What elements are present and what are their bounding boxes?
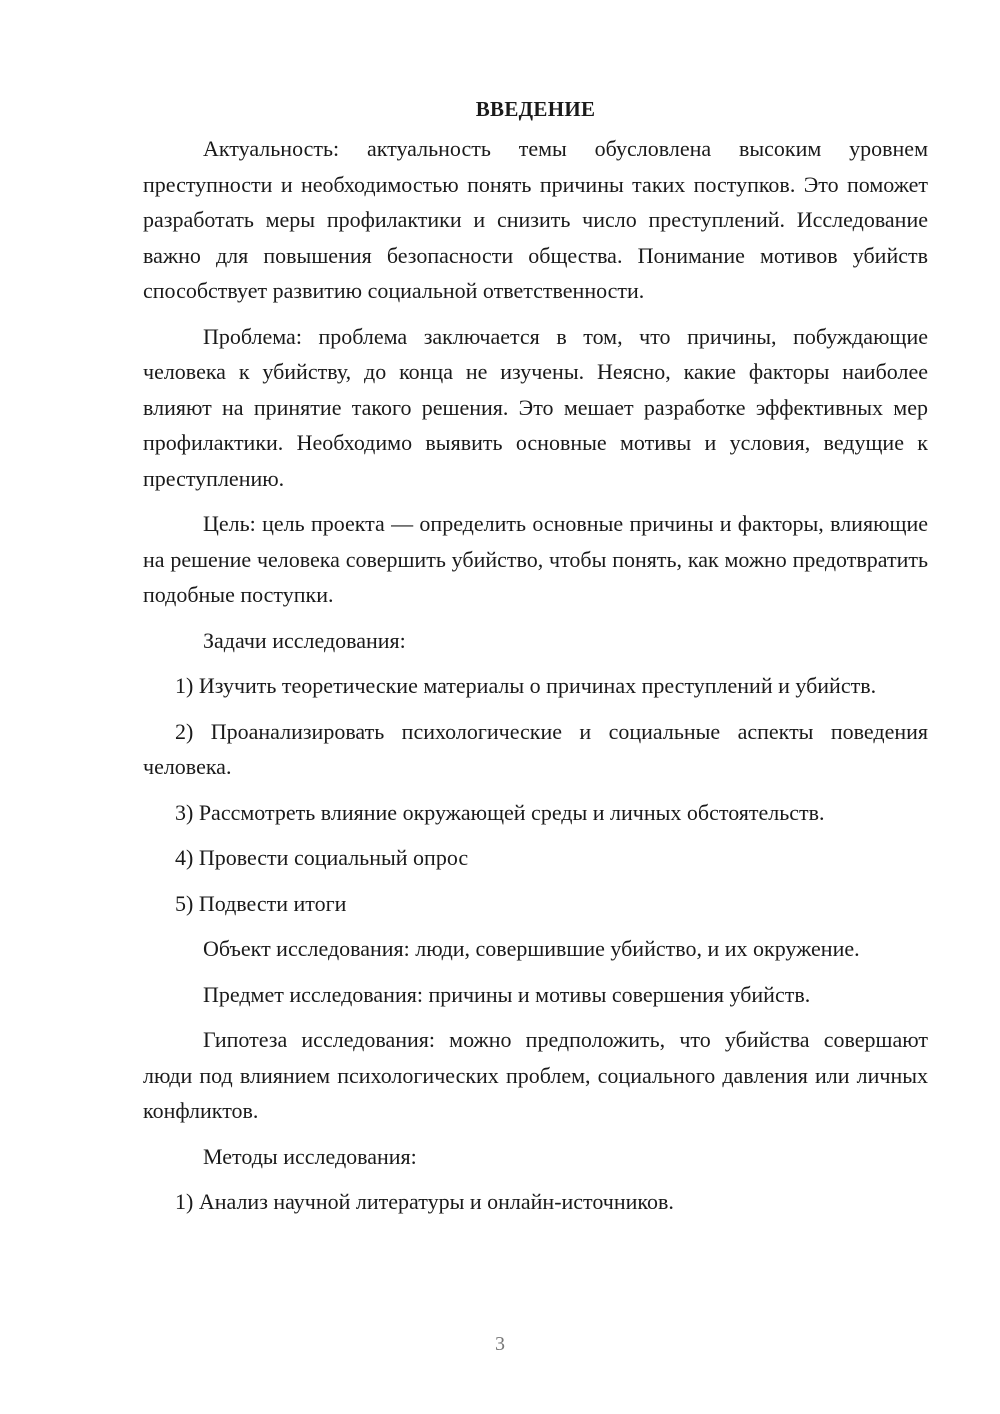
methods-heading: Методы исследования: [203, 1143, 417, 1169]
task-item-4: 4) Провести социальный опрос [175, 845, 469, 870]
paragraph-object: Объект исследования: люди, совершившие убийство, и их окружение. [203, 936, 860, 961]
tasks-heading: Задачи исследования: [203, 627, 406, 653]
task-item-3: 3) Рассмотреть влияние окружающей среды и личных обстоятельств. [175, 799, 825, 825]
paragraph-hypothesis: Гипотеза исследования: можно предположить, что убийства совершают люди под влиянием психологических проблем, социального давления или личных конфликтов. [143, 1027, 928, 1123]
paragraph-relevance: Актуальность: актуальность темы обусловлена высоким уровнем преступности и необходимостью понять причины таких поступков. Это поможет разработать меры профилактики и снизить число преступлений. Исследование важно для повышения безопасности общества. Понимание мотивов убийств способствует развитию социальной ответственности. [143, 136, 928, 303]
page-title: ВВЕДЕНИЕ [475, 97, 596, 121]
paragraph-problem: Проблема: проблема заключается в том, что причины, побуждающие человека к убийству, до конца не изучены. Неясно, какие факторы наиболее влияют на принятие такого решения. Это мешает разработке эффективных мер профилактики. Необходимо выявить основные мотивы и условия, ведущие к преступлению. [143, 323, 928, 491]
task-item-2: 2) Проанализировать психологические и социальные аспекты поведения человека. [143, 718, 928, 779]
paragraph-subject: Предмет исследования: причины и мотивы совершения убийств. [203, 981, 811, 1007]
task-item-1: 1) Изучить теоретические материалы о причинах преступлений и убийств. [175, 673, 877, 698]
method-item-1: 1) Анализ научной литературы и онлайн-источников. [175, 1189, 674, 1214]
paragraph-goal: Цель: цель проекта — определить основные причины и факторы, влияющие на решение человека совершить убийство, чтобы понять, как можно предотвратить подобные поступки. [143, 511, 928, 607]
task-item-5: 5) Подвести итоги [175, 890, 347, 916]
page-body [143, 92, 928, 1230]
page-number: 3 [495, 1333, 505, 1355]
